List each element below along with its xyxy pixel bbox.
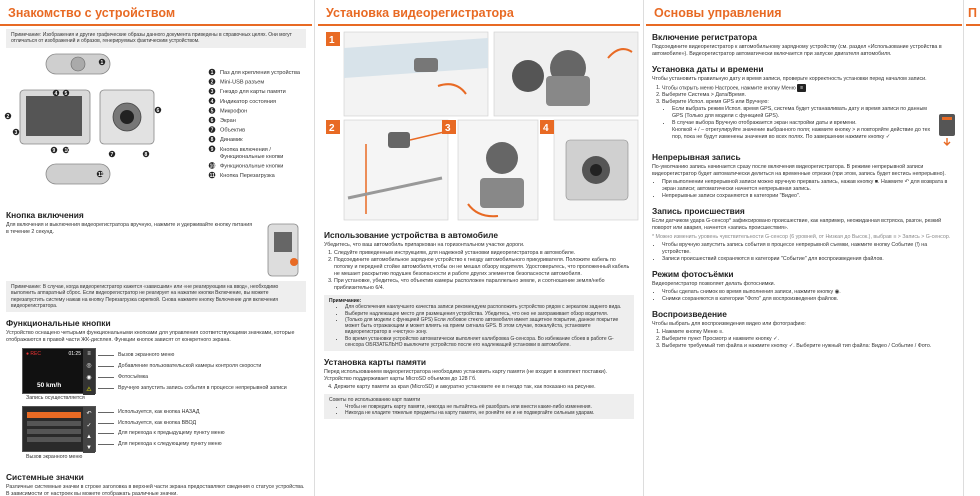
power-on-text: Подсоедините видеорегистратор к автомобильному зарядному устройству (см. раздел «Использование устройства в автомобиле»). Видеорегистратор автоматически включается при запуске двигателя автомобиля. — [652, 44, 942, 57]
legend-label: Динамик — [220, 137, 243, 144]
power-heading: Кнопка включения — [6, 210, 84, 220]
continuous-text: По-умолчанию запись начинается сразу после включения видеорегистратора. В режиме непрерывной записи видеорегистратор будет автоматически делиться на временные отрезки (при этом, запись будет вестись непрерывно). — [652, 164, 946, 178]
recording-screen — [22, 348, 96, 394]
legend-label: Индикатор состояния — [220, 98, 276, 105]
car-usage-steps — [318, 250, 634, 292]
event-icon: ⚠ — [86, 386, 92, 393]
rec-indicator: ● REC — [26, 351, 41, 357]
legend-number-text: 10 — [209, 163, 216, 170]
list-item: • Если выбрать режим Испол. время GPS, система будет устанавливать дату и время записи по данным GPS (Только для модели с функцией GPS). — [672, 106, 934, 120]
down-icon: ▼ — [86, 444, 92, 451]
legend-number-text: 2 — [210, 79, 214, 86]
list-item: • Непрерывные записи сохраняются в категории "Видео". — [662, 193, 956, 200]
legend-label: Микрофон — [220, 108, 248, 115]
list-item: • В случае выбора Вручную отображается экран настройки даты и времени. — [672, 120, 934, 127]
column-divider — [314, 0, 315, 496]
section-title: П — [966, 0, 980, 26]
recording-caption: Запись осуществляется — [26, 395, 85, 401]
device-lens-view — [100, 90, 161, 158]
power-on-heading: Включение регистратора — [652, 32, 758, 42]
svg-text:7: 7 — [110, 152, 114, 158]
list-item: 3. При установке, убедитесь, что объектив камеры расположен параллельно земле, и соотношение земля/небо приблизительно 6/4. — [334, 278, 634, 292]
list-item: • Выберите надлежащее место для размещения устройства. Убедитесь, что оно не загораживает обзор водителя. — [345, 311, 629, 317]
callout-line — [98, 377, 114, 378]
section-title: Знакомство с устройством — [0, 0, 312, 26]
datetime-steps — [646, 84, 956, 106]
menu-screen — [22, 406, 96, 452]
svg-text:4: 4 — [54, 91, 58, 97]
datetime-text: Чтобы установить правильную дату и время записи, проверьте корректность установки перед началом записи. — [652, 76, 927, 82]
datetime-heading: Установка даты и времени — [652, 64, 764, 74]
continuous-bullets — [646, 179, 956, 200]
legend-number-text: 9 — [210, 146, 214, 153]
system-icons-heading: Системные значки — [6, 472, 84, 482]
speedcam-icon: ◎ — [86, 363, 92, 370]
svg-text:10: 10 — [64, 148, 71, 154]
callout-label: Используется, как кнопка НАЗАД — [118, 409, 200, 415]
callout-label: Вручную запустить запись события в процессе непрерывной записи — [118, 385, 287, 391]
install-step-2 — [326, 120, 448, 220]
section-title: Установка видеорегистратора — [318, 0, 640, 26]
event-bullets — [646, 242, 956, 263]
list-item: • Снимки сохраняются в категории "Фото" для воспроизведения файлов. — [662, 296, 956, 303]
legend-number-text: 7 — [210, 127, 214, 134]
list-item: 3. Выберите Испол. время GPS или Вручную: — [662, 99, 956, 106]
menu-caption: Вызов экранного меню — [26, 454, 83, 460]
note-images: Примечание: Изображения и другие графические образы данного документа приведены в справочных целях. Они могут отличаться от изображений и образов, генерируемых фактическим устройством. — [6, 29, 306, 48]
list-item: 3. Выберите требуемый тип файла и нажмите кнопку ✓. Выберите нужный тип файла: Видео / Событие / Фото. — [662, 343, 956, 350]
legend-label: Кнопка Перезагрузка — [220, 173, 275, 179]
column-basics — [646, 0, 962, 496]
install-step-3 — [442, 120, 538, 220]
step-2-label: 2 — [329, 123, 335, 134]
list-item: • Чтобы сделать снимок во время выполнения записи, нажмите кнопку ◉. — [662, 289, 956, 296]
callout-line — [98, 388, 114, 389]
playback-text: Чтобы выбрать для воспроизведения видео или фотографию: — [652, 321, 806, 328]
screen-time: 01:25 — [68, 351, 81, 357]
screen-speed: 50 km/h — [37, 382, 62, 389]
function-buttons-heading: Функциональные кнопки — [6, 318, 111, 329]
check-icon: ✓ — [86, 422, 92, 429]
back-icon: ↶ — [86, 410, 92, 417]
callout-line — [98, 444, 114, 445]
device-front-view — [5, 90, 90, 154]
system-icons-text: Различные системные значки в строке заголовка в верхней части экрана предоставляют сведения о статусе устройства. В зависимости от настроек вы можете отображать различные значки. — [6, 484, 305, 496]
list-item: 1. Чтобы открыть меню Настроек, нажмите кнопку Меню ≡ — [662, 84, 956, 92]
legend-number-text: 5 — [210, 108, 214, 115]
list-item: 1. Нажмите кнопку Меню ≡. — [662, 329, 956, 336]
svg-text:11: 11 — [98, 172, 104, 178]
callout-label: Для перехода к следующему пункту меню — [118, 440, 222, 447]
legend-label: Паз для крепления устройства — [220, 70, 300, 76]
column-divider — [963, 0, 964, 496]
svg-text:1: 1 — [100, 60, 104, 66]
legend-label: Кнопка включения / — [220, 146, 271, 153]
callout-line — [98, 423, 114, 424]
list-item: 2. Подсоедините автомобильное зарядное устройство к гнезду автомобильного прикуривателя. Положите кабель по потолку и передней стойке автомобиля,чтобы он не мешал обзору водителя. Удостоверьтесь, что проложенный кабель не мешает раскрытию подушек безопасности и работе других элементов безопасности автомобиля. — [334, 257, 634, 278]
step-1-label: 1 — [329, 35, 335, 46]
list-item: • Для обеспечения наилучшего качества записи рекомендуем расположить устройство рядом с зеркалом заднего вида. — [345, 304, 629, 310]
legend-label: Функциональные кнопки — [220, 153, 284, 160]
menu-icon: ≡ — [797, 84, 806, 92]
step-3-label: 3 — [445, 123, 451, 134]
playback-heading: Воспроизведение — [652, 309, 727, 320]
svg-text:9: 9 — [52, 148, 56, 154]
event-text: Если датчиком удара G-сенсор* зафиксировано происшествие, как например, неожиданная встряска, разгон, резкий поворот или авария, начнется «запись происшествия». — [652, 218, 942, 232]
step-4-label: 4 — [543, 123, 549, 134]
legend-label: Функциональные кнопки — [220, 163, 284, 170]
note-reset: Примечание: В случае, когда видеорегистратор кажется «зависшим» или «не реагирующим на ввод», необходимо выполнить аппаратный сброс. Если видеорегистратор не реагирует на нажатие кнопки Включение, вы можете перезапустить систему нажав на кнопку Перезагрузка скрепкой. Снова нажмите кнопку Включение для включения видеорегистратора. — [6, 281, 306, 312]
list-item: Кнопкой + / – отрегулируйте значение выбранного поля; нажмите кнопку > и повторяйте действие до тех пор, пока не будут изменены значения во всех полях. По завершении нажмите кнопку ✓ — [672, 127, 931, 141]
event-note: * Можно изменить уровень чувствительности G-сенсор (6 уровней, от Низкая до Высок.), выбрав ≡ > Запись > G-сенсор. — [652, 234, 951, 241]
column-next-page — [966, 0, 980, 496]
menu-icon: ≡ — [87, 351, 91, 358]
memory-card-tips: Советы по использованию карт памяти • Чтобы не повредить карту памяти, никогда не пытайтесь её разобрать или внести какие-либо изменения. • Никогда не кладите тяжелые предметы на карту памяти, не роняйте ее и не подвергайте сильным ударам. — [324, 394, 634, 419]
list-item: 2. Выберите пункт Просмотр и нажмите кнопку ✓. — [662, 336, 956, 343]
legend-number-text: 8 — [210, 137, 214, 144]
column-installation — [318, 0, 640, 496]
legend-number-text: 11 — [209, 173, 215, 179]
legend-label: Mini-USB разъем — [220, 79, 265, 86]
install-step-1b — [494, 32, 638, 116]
camera-icon: ◉ — [86, 374, 92, 381]
continuous-heading: Непрерывная запись — [652, 152, 741, 163]
legend-label: Объектив — [220, 127, 246, 134]
svg-text:2: 2 — [6, 114, 10, 120]
playback-steps — [646, 329, 956, 350]
svg-text:6: 6 — [156, 108, 160, 114]
callout-line — [98, 412, 114, 413]
photo-text: Видеорегистратор позволяет делать фотоснимки. — [652, 281, 776, 288]
callout-label: Используется, как кнопка ВВОД — [118, 419, 197, 426]
memory-card-heading: Установка карты памяти — [324, 357, 427, 368]
legend-number-text: 1 — [210, 70, 214, 76]
list-item: • При выполнении непрерывной записи можно вручную прервать запись, нажав кнопку ■. Нажмите ↶ для возврата в экран записи; автоматически начнется непрерывная запись. — [662, 179, 956, 193]
list-item: • Во время установки устройство автоматически выполняет калибровка G-сенсора. Во избежание сбоев в работе G-сенсора ОБЯЗАТЕЛЬНО выключите устройство после его надлежащей установки в автомобиле. — [345, 336, 629, 349]
svg-text:5: 5 — [64, 91, 68, 97]
datetime-options — [656, 106, 934, 146]
section-title: Основы управления — [646, 0, 962, 26]
svg-text:8: 8 — [144, 152, 148, 158]
callout-label: Вызов экранного меню — [118, 352, 175, 358]
callout-line — [98, 366, 114, 367]
svg-text:3: 3 — [14, 130, 18, 136]
callout-label: Для перехода к предыдущему пункту меню — [118, 430, 225, 436]
parts-legend — [209, 69, 301, 179]
install-step-4 — [540, 120, 638, 220]
car-usage-heading: Использование устройства в автомобиле — [324, 230, 498, 240]
list-item: • Записи происшествий сохраняются в категории "Событие" для воспроизведения файлов. — [662, 256, 956, 263]
function-buttons-text: Устройство оснащено четырьмя функциональными кнопками для управления соответствующими значками, которые отображаются в правой части ЖК-дисплея. Функции кнопок зависят от конкретного экрана. — [6, 330, 295, 344]
column-device-intro — [0, 0, 312, 496]
callout-line — [98, 355, 114, 356]
memory-card-text: Перед использованием видеорегистратора необходимо установить карту памяти (не входит в комплект поставки). Устройство поддерживает карты MicroSD объемом до 128 Гб. — [324, 369, 608, 383]
power-text: Для включения и выключения видеорегистратора вручную, нажмите и удерживайте кнопку питания в течение 2 секунд. — [6, 222, 253, 235]
list-item: 2. Выберите Система > Дата/Время. — [662, 92, 956, 99]
installation-note: Примечание: • Для обеспечения наилучшего качества записи рекомендуем расположить устройство рядом с зеркалом заднего вида. • Выберите надлежащее место для размещения устройства. Убедитесь, что оно не загораживает обзор водителя. • (Только для модели с функцией GPS) Если лобовое стекло автомобиля имеет защитное покрытие, данное покрытие может быть отражающим и может влиять на прием сигнала GPS. В этом случае, пожалуйста, установите видеорегистратор в «чистую» зону. • Во время установки устройство автоматически выполняет калибровка G-сенсора. Во избежание сбоев в работе G-сенсора ОБЯЗАТЕЛЬНО выключите устройство после его надлежащей установки в автомобиле. — [324, 295, 634, 351]
list-item: 4. Держите карту памяти за края (MicroSD) и аккуратно установите ее в гнездо так, как показано на рисунке. — [334, 384, 634, 391]
device-bottom-view — [46, 164, 110, 184]
list-item: • Никогда не кладите тяжелые предметы на карту памяти, не роняйте ее и не подвергайте сильным ударам. — [345, 410, 629, 416]
memory-card-steps — [318, 384, 634, 391]
legend-number-text: 6 — [210, 118, 214, 124]
legend-number-text: 3 — [210, 89, 214, 96]
legend-label: Экран — [220, 118, 236, 124]
power-button-illustration — [260, 222, 306, 278]
up-icon: ▲ — [86, 433, 92, 440]
list-item: 1. Следуйте приведенным инструкциям, для надежной установки видеорегистратора в автомобиле. — [334, 250, 634, 257]
callout-line — [98, 433, 114, 434]
legend-number-text: 4 — [210, 98, 214, 105]
photo-heading: Режим фотосъёмки — [652, 269, 734, 280]
car-usage-intro: Убедитесь, что ваш автомобиль припаркован на горизонтальном участке дороги. — [324, 242, 525, 248]
memory-card-illustration — [936, 112, 958, 146]
callout-label: Добавление пользовательской камеры контроля скорости — [118, 363, 262, 369]
event-heading: Запись происшествия — [652, 206, 745, 217]
list-item: • Чтобы вручную запустить запись события в процессе непрерывной съемки, нажмите кнопку Событие (!) на устройстве. — [662, 242, 956, 256]
device-top-view — [46, 54, 110, 74]
legend-label: Гнездо для карты памяти — [220, 89, 286, 96]
column-divider — [643, 0, 644, 496]
installation-illustrations — [318, 28, 640, 224]
list-item: • Чтобы не повредить карту памяти, никогда не пытайтесь её разобрать или внести какие-либо изменения. — [345, 404, 629, 410]
device-diagram — [0, 46, 312, 194]
callout-label: Фотосъёмка — [118, 374, 149, 380]
install-step-1 — [326, 32, 488, 116]
photo-bullets — [646, 289, 956, 303]
list-item: • (Только для модели с функцией GPS) Если лобовое стекло автомобиля имеет защитное покрытие, данное покрытие может быть отражающим и может влиять на прием сигнала GPS. В этом случае, пожалуйста, установите видеорегистратор в «чистую» зону. — [345, 317, 629, 336]
